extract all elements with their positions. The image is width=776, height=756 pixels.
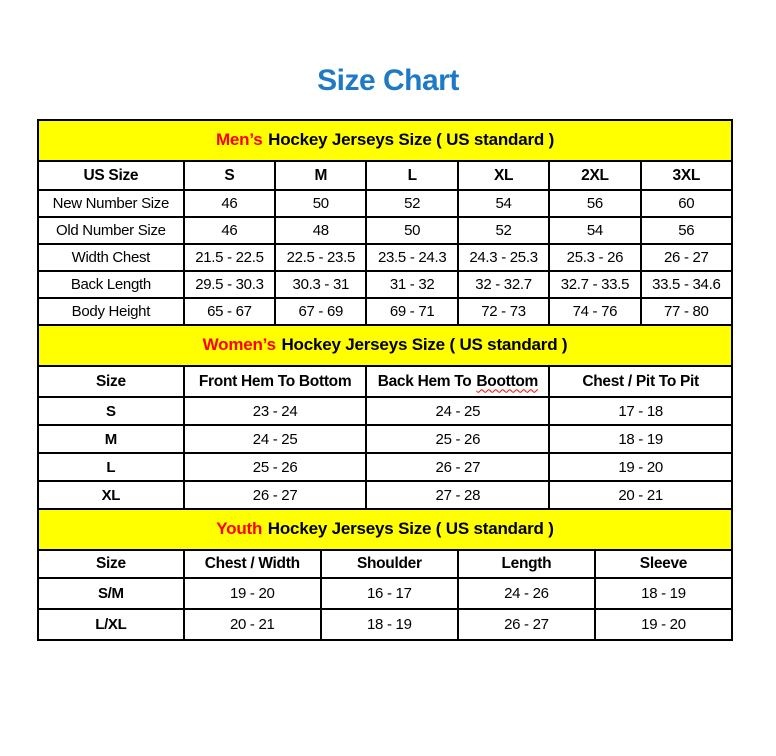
cell: 29.5 - 30.3 [184,271,275,298]
cell: 54 [549,217,640,244]
table-row [38,609,732,640]
cell: 46 [184,190,275,217]
table-header-row [38,161,732,190]
column-header: Length [458,550,595,578]
cell: 54 [458,190,549,217]
row-label: Old Number Size [38,217,184,244]
table-row [38,397,732,425]
cell: 31 - 32 [366,271,457,298]
size-chart [37,119,733,641]
row-label: Width Chest [38,244,184,271]
row-label: S/M [38,578,184,609]
column-header: M [275,161,366,190]
cell: 25 - 26 [184,453,367,481]
column-header: S [184,161,275,190]
cell: 26 - 27 [458,609,595,640]
cell: 77 - 80 [641,298,732,325]
cell: 23 - 24 [184,397,367,425]
cell: 24 - 26 [458,578,595,609]
cell: 27 - 28 [366,481,549,509]
table-row [38,190,732,217]
cell: 26 - 27 [184,481,367,509]
column-header: Shoulder [321,550,458,578]
column-header: 3XL [641,161,732,190]
cell: 19 - 20 [184,578,321,609]
cell: 52 [458,217,549,244]
cell: 65 - 67 [184,298,275,325]
band-text: Hockey Jerseys Size ( US standard ) [268,130,555,149]
band-highlight: Youth [216,519,263,538]
table-row [38,217,732,244]
table-row [38,578,732,609]
cell: 18 - 19 [549,425,732,453]
cell: 50 [275,190,366,217]
cell: 72 - 73 [458,298,549,325]
cell: 23.5 - 24.3 [366,244,457,271]
column-header: L [366,161,457,190]
table-header-row [38,550,732,578]
youth-section-band [37,508,733,551]
row-label: Back Length [38,271,184,298]
cell: 32 - 32.7 [458,271,549,298]
womens-section [37,324,733,510]
cell: 26 - 27 [366,453,549,481]
cell: 26 - 27 [641,244,732,271]
column-header: 2XL [549,161,640,190]
cell: 25.3 - 26 [549,244,640,271]
cell: 18 - 19 [321,609,458,640]
misspelled-word: Boottom [476,372,539,390]
band-text: Hockey Jerseys Size ( US standard ) [281,335,568,354]
row-label: XL [38,481,184,509]
table-row [38,481,732,509]
page-title: Size Chart [317,64,459,97]
cell: 46 [184,217,275,244]
column-header: XL [458,161,549,190]
cell: 18 - 19 [595,578,732,609]
row-label: Body Height [38,298,184,325]
cell: 50 [366,217,457,244]
column-header: Chest / Pit To Pit [549,366,732,397]
table-row [38,298,732,325]
cell: 20 - 21 [549,481,732,509]
cell: 32.7 - 33.5 [549,271,640,298]
band-highlight: Women’s [202,335,276,354]
row-label: L [38,453,184,481]
cell: 25 - 26 [366,425,549,453]
mens-section [37,119,733,326]
column-header [366,366,549,397]
cell: 56 [549,190,640,217]
cell: 56 [641,217,732,244]
table-row [38,271,732,298]
column-header: Size [38,550,184,578]
band-text: Hockey Jerseys Size ( US standard ) [267,519,554,538]
band-highlight: Men’s [215,130,263,149]
row-label: L/XL [38,609,184,640]
cell: 30.3 - 31 [275,271,366,298]
table-row [38,244,732,271]
table-header-row [38,366,732,397]
table-row [38,453,732,481]
mens-section-band [37,119,733,162]
cell: 48 [275,217,366,244]
table-row [38,425,732,453]
cell: 67 - 69 [275,298,366,325]
cell: 52 [366,190,457,217]
cell: 16 - 17 [321,578,458,609]
cell: 17 - 18 [549,397,732,425]
cell: 74 - 76 [549,298,640,325]
column-header: Front Hem To Bottom [184,366,367,397]
cell: 20 - 21 [184,609,321,640]
cell: 22.5 - 23.5 [275,244,366,271]
column-header: Sleeve [595,550,732,578]
cell: 19 - 20 [549,453,732,481]
column-header: Chest / Width [184,550,321,578]
cell: 24.3 - 25.3 [458,244,549,271]
column-header: Size [38,366,184,397]
mens-size-table [37,160,733,326]
cell: 21.5 - 22.5 [184,244,275,271]
cell: 19 - 20 [595,609,732,640]
cell: 24 - 25 [366,397,549,425]
cell: 33.5 - 34.6 [641,271,732,298]
cell: 69 - 71 [366,298,457,325]
row-label: New Number Size [38,190,184,217]
row-label: M [38,425,184,453]
cell: 24 - 25 [184,425,367,453]
column-header: US Size [38,161,184,190]
womens-section-band [37,324,733,367]
womens-size-table [37,365,733,510]
column-header-text: Back Hem To [377,372,472,390]
youth-section [37,508,733,641]
cell: 60 [641,190,732,217]
row-label: S [38,397,184,425]
youth-size-table [37,549,733,641]
